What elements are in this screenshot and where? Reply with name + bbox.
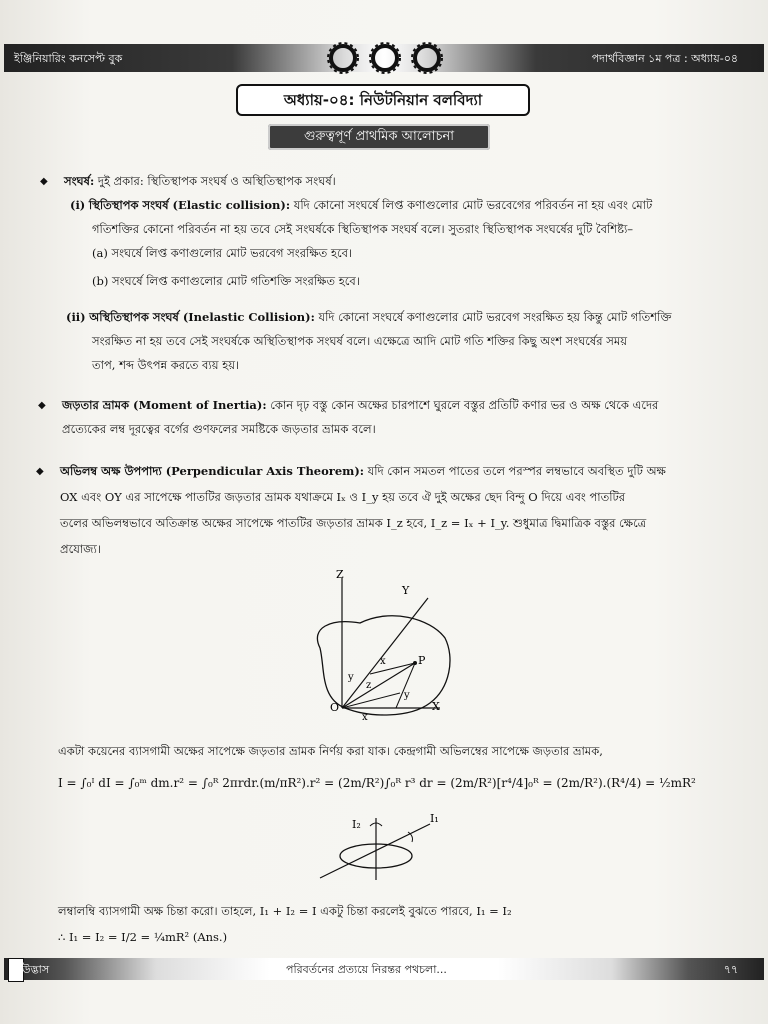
bullet-icon: ◆ <box>36 466 44 477</box>
conclusion-line2: ∴ I₁ = I₂ = I/2 = ¼mR² (Ans.) <box>58 930 228 944</box>
inertia-text1: কোন দৃঢ় বস্তু কোন অক্ষের চারপাশে ঘুরলে বস্তুর প্রতিটি কণার ভর ও অক্ষ থেকে এদের <box>266 398 659 412</box>
collision-paragraph <box>64 174 336 188</box>
perp-line2: OX এবং OY এর সাপেক্ষে পাতটির জড়তার ভ্রামক যথাক্রমে Iₓ ও I_y হয় তবে ঐ দুই অক্ষের ছেদ বিন্দু O দিয়ে এবং পাতটির <box>60 490 626 504</box>
elastic-point-b: (b) সংঘর্ষে লিপ্ত কণাগুলোর মোট গতিশক্তি সংরক্ষিত হবে। <box>92 274 360 288</box>
inelastic-title: অস্থিতিস্থাপক সংঘর্ষ (Inelastic Collision): <box>89 310 315 324</box>
elastic-line2: গতিশক্তির কোনো পরিবর্তন না হয় তবে সেই সংঘর্ষকে স্থিতিস্থাপক সংঘর্ষ বলে। সুতরাং স্থিতিস্থাপক সংঘর্ষের দুটি বৈশিষ্ট্য– <box>92 222 634 236</box>
page-number: ৭৭ <box>723 963 738 976</box>
elastic-title: স্থিতিস্থাপক সংঘর্ষ (Elastic collision): <box>88 198 291 212</box>
bullet-icon: ◆ <box>38 400 46 411</box>
conclusion-line1: লম্বালম্বি ব্যাসগামী অক্ষ চিন্তা করো। তাহলে, I₁ + I₂ = I একটু চিন্তা করলেই বুঝতে পারবে, I₁ = I₂ <box>58 904 512 918</box>
collision-lead-rest: দুই প্রকার: স্থিতিস্থাপক সংঘর্ষ ও অস্থিতিস্থাপক সংঘর্ষ। <box>94 174 336 188</box>
label-x-bottom: x <box>362 712 368 723</box>
label-i2: I₂ <box>352 818 361 831</box>
inelastic-line2: সংরক্ষিত না হয় তবে সেই সংঘর্ষকে অস্থিতিস্থাপক সংঘর্ষ বলে। এক্ষেত্রে আদি মোট গতি শক্তির কিছু অংশ সংঘর্ষের সময় <box>92 334 628 348</box>
footer-slogan: পরিবর্তনের প্রত্যয়ে নিরন্তর পথচলা... <box>286 963 447 976</box>
elastic-text1: যদি কোনো সংঘর্ষে লিপ্ত কণাগুলোর মোট ভরবেগের পরিবর্তন না হয় এবং মোট <box>290 198 653 212</box>
gears-icon <box>318 41 452 75</box>
section-title: গুরুত্বপূর্ণ প্রাথমিক আলোচনা <box>268 124 490 150</box>
label-y-axis: Y <box>402 584 410 597</box>
inertia-line1 <box>62 398 658 412</box>
coin-axes-diagram <box>300 808 460 888</box>
label-z-small: z <box>366 680 372 691</box>
label-o: O <box>330 701 340 714</box>
elastic-line1 <box>70 198 652 212</box>
perpendicular-axis-diagram <box>300 568 460 728</box>
elastic-marker: (i) <box>70 198 86 212</box>
chapter-title: অধ্যায়-০৪: নিউটনিয়ান বলবিদ্যা <box>236 84 530 116</box>
inelastic-marker: (ii) <box>66 310 86 324</box>
label-i1: I₁ <box>430 812 439 825</box>
label-y-right: y <box>404 690 410 701</box>
perp-line4: প্রযোজ্য। <box>60 542 101 556</box>
inelastic-line1 <box>66 310 672 324</box>
inertia-title: জড়তার ভ্রামক (Moment of Inertia): <box>62 398 267 412</box>
perp-line3: তলের অভিলম্বভাবে অতিক্রান্ত অক্ষের সাপেক্ষে পাতটির জড়তার ভ্রামক I_z হবে, I_z = Iₓ + I_y. শুধুমাত্র দ্বিমাত্রিক বস্তুর ক্ষেত্রে <box>60 516 647 530</box>
label-x-top: x <box>380 656 386 667</box>
label-x-axis: X <box>432 700 440 713</box>
inelastic-text1: যদি কোনো সংঘর্ষে কণাগুলোর মোট ভরবেগ সংরক্ষিত হয় কিন্তু মোট গতিশক্তি <box>314 310 672 324</box>
footer-brand: উদ্ভাস <box>22 963 50 976</box>
header-book-title: ইঞ্জিনিয়ারিং কনসেপ্ট বুক <box>14 52 123 65</box>
elastic-point-a: (a) সংঘর্ষে লিপ্ত কণাগুলোর মোট ভরবেগ সংরক্ষিত হবে। <box>92 246 353 260</box>
label-z: Z <box>336 568 344 581</box>
perp-title: অভিলম্ব অক্ষ উপপাদ্য (Perpendicular Axis Theorem): <box>60 464 365 478</box>
perp-line1 <box>60 464 666 478</box>
label-p: P <box>418 654 426 667</box>
collision-lead: সংঘর্ষ: <box>64 174 95 188</box>
coin-intro: একটা কয়েনের ব্যাসগামী অক্ষের সাপেক্ষে জড়তার ভ্রামক নির্ণয় করা যাক। কেন্দ্রগামী অভিলম্বের সাপেক্ষে জড়তার ভ্রামক, <box>58 744 603 758</box>
coin-formula: I = ∫₀ᴵ dI = ∫₀ᵐ dm.r² = ∫₀ᴿ 2πrdr.(m/πR²).r² = (2m/R²)∫₀ᴿ r³ dr = (2m/R²)[r⁴/4]₀ᴿ = (2m/R²).(R⁴/4) = ½mR² <box>58 776 696 790</box>
bullet-icon: ◆ <box>40 176 48 187</box>
inelastic-line3: তাপ, শব্দ উৎপন্ন করতে ব্যয় হয়। <box>92 358 240 372</box>
inertia-line2: প্রত্যেকের লম্ব দূরত্বের বর্গের গুণফলের সমষ্টিকে জড়তার ভ্রামক বলে। <box>62 422 376 436</box>
perp-text1: যদি কোন সমতল পাতের তলে পরস্পর লম্বভাবে অবস্থিত দুটি অক্ষ <box>364 464 666 478</box>
label-y-left: y <box>348 672 354 683</box>
header-chapter-ref: পদার্থবিজ্ঞান ১ম পত্র : অধ্যায়-০৪ <box>591 52 738 65</box>
